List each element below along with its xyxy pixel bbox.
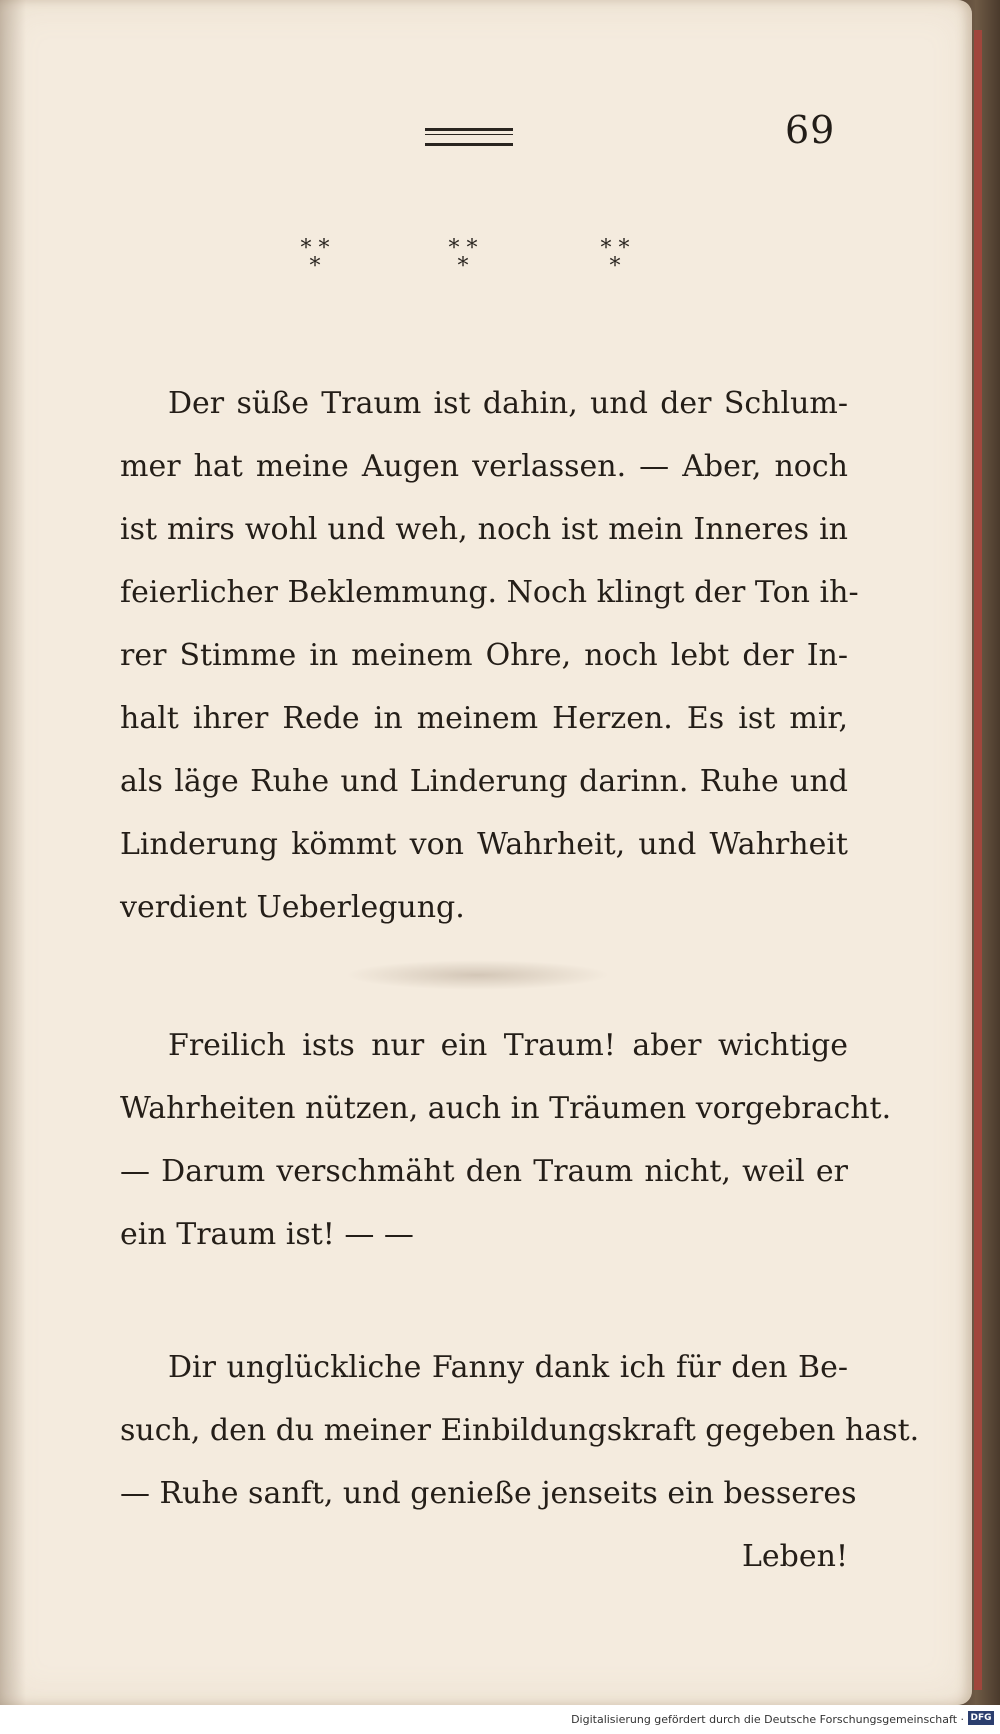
asterisk-group-1: * * * [300, 236, 330, 279]
page-red-edge [974, 30, 982, 1690]
text-line: Freilich ists nur ein Traum! aber wichtige [168, 1028, 848, 1063]
text-line: such, den du meiner Einbildungskraft gegeben hast. [120, 1413, 920, 1448]
text-line: als läge Ruhe und Linderung darinn. Ruhe und [120, 764, 848, 799]
paragraph-2 [120, 1014, 892, 1266]
text-line: Wahrheiten nützen, auch in Träumen vorgebracht. [120, 1091, 892, 1126]
text-line: feierlicher Beklemmung. Noch klingt der Ton ih- [120, 575, 859, 610]
text-line: — Ruhe sanft, und genieße jenseits ein besseres [120, 1476, 857, 1511]
text-line: rer Stimme in meinem Ohre, noch lebt der In- [120, 638, 848, 673]
text-line: Dir unglückliche Fanny dank ich für den Be- [168, 1350, 848, 1385]
paragraph-1 [120, 372, 859, 939]
paragraph-3 [120, 1336, 920, 1588]
text-line: mer hat meine Augen verlassen. — Aber, noch [120, 449, 848, 484]
text-line: Der süße Traum ist dahin, und der Schlum- [168, 386, 848, 421]
ink-smudge [345, 960, 610, 990]
text-line: — Darum verschmäht den Traum nicht, weil er [120, 1154, 848, 1189]
asterisk-group-3: * * * [600, 236, 630, 279]
text-line: halt ihrer Rede in meinem Herzen. Es ist mir, [120, 701, 848, 736]
text-line: ein Traum ist! — — [120, 1217, 414, 1252]
header-rule [425, 128, 513, 146]
page-number: 69 [785, 108, 836, 152]
text-line: Leben! [741, 1539, 848, 1574]
dfg-logo: DFG [968, 1711, 994, 1725]
text-line: Linderung kömmt von Wahrheit, und Wahrheit [120, 827, 848, 862]
footer-credit: Digitalisierung gefördert durch die Deutsche Forschungsgemeinschaft · [571, 1713, 964, 1726]
text-line: ist mirs wohl und weh, noch ist mein Inneres in [120, 512, 848, 547]
asterisk-ornament [0, 236, 972, 290]
text-line: verdient Ueberlegung. [120, 890, 465, 925]
digitization-footer [0, 1705, 1000, 1734]
asterisk-group-2: * * * [448, 236, 478, 279]
